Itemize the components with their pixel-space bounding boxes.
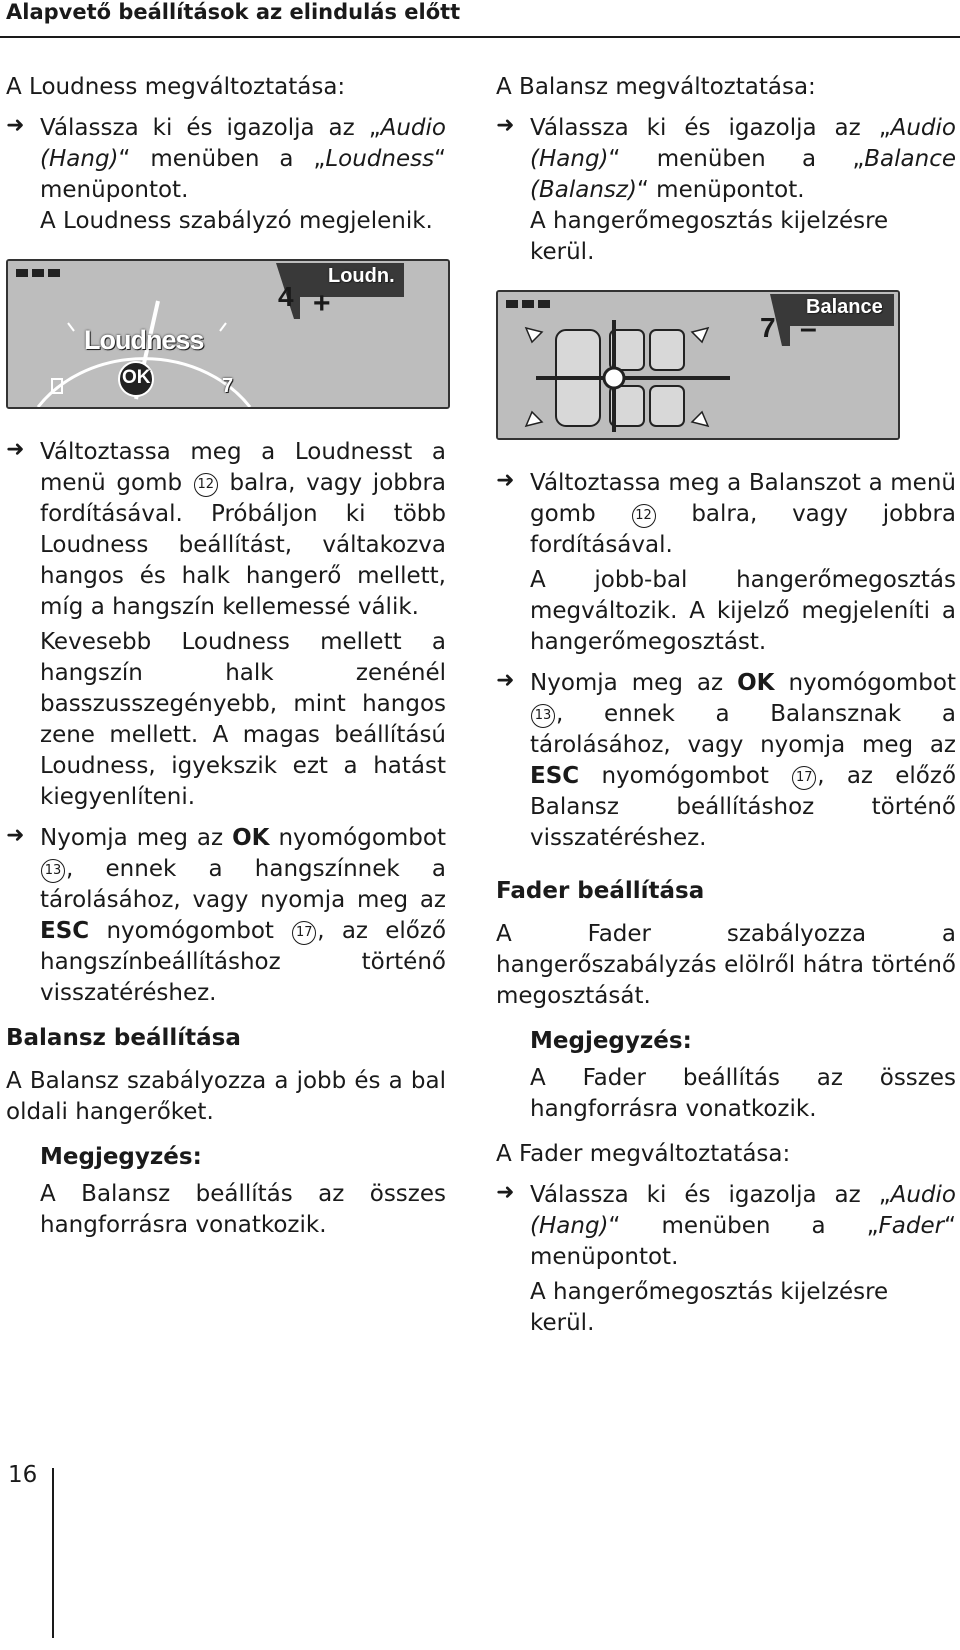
control-number-badge: 13 xyxy=(531,704,555,728)
balance-step-3: ➜ Nyomja meg az OK nyomógombot 13 , ennek a Balansznak a tárolásához, vagy nyomja meg az ESC nyomógombot 17 , az előző Balansz beállításhoz történő visszatéréshez. xyxy=(496,668,957,851)
arrow-right-icon: ➜ xyxy=(496,468,515,493)
note-text: A Balansz beállítás az összes hangforrásra vonatkozik. xyxy=(40,1181,446,1238)
loudness-gauge-label: Loudness xyxy=(84,325,204,355)
balance-step-1: ➜ Válassza ki és igazolja az „Audio (Hang)“ menüben a „Balance (Balansz)“ menüpontot. A hangerőmegosztás kijelzésre kerül. xyxy=(496,113,956,268)
balance-corner-label: Balance xyxy=(806,296,883,318)
loudness-ok-label: OK xyxy=(122,367,151,388)
loudness-step-2-extra: Kevesebb Loudness mellett a hangszín halk zenénél basszusszegényebb, mint hangos zene mellett. A magas beállítású Loudness, igyekszik ezt a hatást kiegyenlíteni. xyxy=(40,629,446,810)
fader-note xyxy=(496,1026,956,1125)
left-column xyxy=(6,72,446,1241)
page-header xyxy=(0,0,960,38)
right-column xyxy=(496,72,956,1339)
loudness-value: 4 xyxy=(278,281,294,312)
arrow-right-icon: ➜ xyxy=(6,823,25,848)
balance-intro: A Balansz megváltoztatása: xyxy=(496,74,816,100)
balance-value: 7 xyxy=(760,312,776,343)
loudness-sign: + xyxy=(313,287,331,320)
balance-step-2: ➜ Változtassa meg a Balanszot a menü gomb 12 balra, vagy jobbra fordításával. A jobb-bal hangerőmegosztás megváltozik. A kijelző megjeleníti a hangerőmegosztást. xyxy=(496,468,956,658)
fader-intro: A Fader megváltoztatása: xyxy=(496,1141,791,1167)
loudness-step-3: ➜ Nyomja meg az OK nyomógombot 13 , ennek a hangszínnek a tárolásához, vagy nyomja meg az ESC nyomógombot 17 , az előző hangszínbeállításhoz történő visszatéréshez. xyxy=(6,823,447,1006)
note-title: Megjegyzés: xyxy=(40,1144,202,1170)
balance-description: A Balansz szabályozza a jobb és a bal oldali hangerőket. xyxy=(6,1068,446,1125)
fader-step-1-result: A hangerőmegosztás kijelzésre kerül. xyxy=(530,1279,889,1336)
loudness-step-1-result: A Loudness szabályzó megjelenik. xyxy=(40,208,433,234)
page-divider xyxy=(52,1468,54,1638)
arrow-right-icon: ➜ xyxy=(6,437,25,462)
arrow-right-icon: ➜ xyxy=(496,668,515,693)
page-number: 16 xyxy=(8,1462,38,1488)
control-number-badge: 17 xyxy=(292,921,316,945)
loudness-step-2: ➜ Változtassa meg a Loudnesst a menü gomb 12 balra, vagy jobbra fordításával. Próbáljon ki több Loudness beállítást, váltakozva hangos és halk hangerő mellett, míg a hangszín kellemessé válik. Kevesebb Loudness mellett a hangszín halk zenénél basszusszegényebb, mint hangos zene mellett. A magas beállítású Loudness, igyekszik ezt a hatást kiegyenlíteni. xyxy=(6,437,446,813)
balance-note xyxy=(6,1142,446,1241)
note-text: A Fader beállítás az összes hangforrásra vonatkozik. xyxy=(530,1065,956,1122)
arrow-right-icon: ➜ xyxy=(496,113,515,138)
loudness-intro: A Loudness megváltoztatása: xyxy=(6,74,346,100)
header-title: Alapvető beállítások az elindulás előtt xyxy=(6,0,461,24)
loudness-step-1: ➜ Válassza ki és igazolja az „Audio (Hang)“ menüben a „Loudness“ menüpontot. A Loudness szabályzó megjelenik. xyxy=(6,113,446,237)
control-number-badge: 12 xyxy=(632,504,656,528)
fader-description: A Fader szabályozza a hangerőszabályzás elölről hátra történő megosztását. xyxy=(496,921,956,1009)
note-title: Megjegyzés: xyxy=(530,1028,692,1054)
control-number-badge: 12 xyxy=(194,473,218,497)
loudness-corner-label: Loudn. xyxy=(328,265,395,287)
balance-heading: Balansz beállítása xyxy=(6,1025,241,1051)
control-number-badge: 17 xyxy=(792,766,816,790)
loudness-max-label: 7 xyxy=(222,375,234,397)
fader-step-1: ➜ Válassza ki és igazolja az „Audio (Hang)“ menüben a „Fader“ menüpontot. A hangerőmegosztás kijelzésre kerül. xyxy=(496,1180,956,1339)
balance-display xyxy=(496,290,900,440)
balance-step-2-extra: A jobb-bal hangerőmegosztás megváltozik. A kijelző megjeleníti a hangerőmegosztást. xyxy=(530,567,956,655)
balance-sign: – xyxy=(800,312,817,345)
loudness-display xyxy=(6,259,450,409)
arrow-right-icon: ➜ xyxy=(496,1180,515,1205)
control-number-badge: 13 xyxy=(41,859,65,883)
balance-step-1-result: A hangerőmegosztás kijelzésre kerül. xyxy=(530,208,889,265)
arrow-right-icon: ➜ xyxy=(6,113,25,138)
fader-heading: Fader beállítása xyxy=(496,878,705,904)
